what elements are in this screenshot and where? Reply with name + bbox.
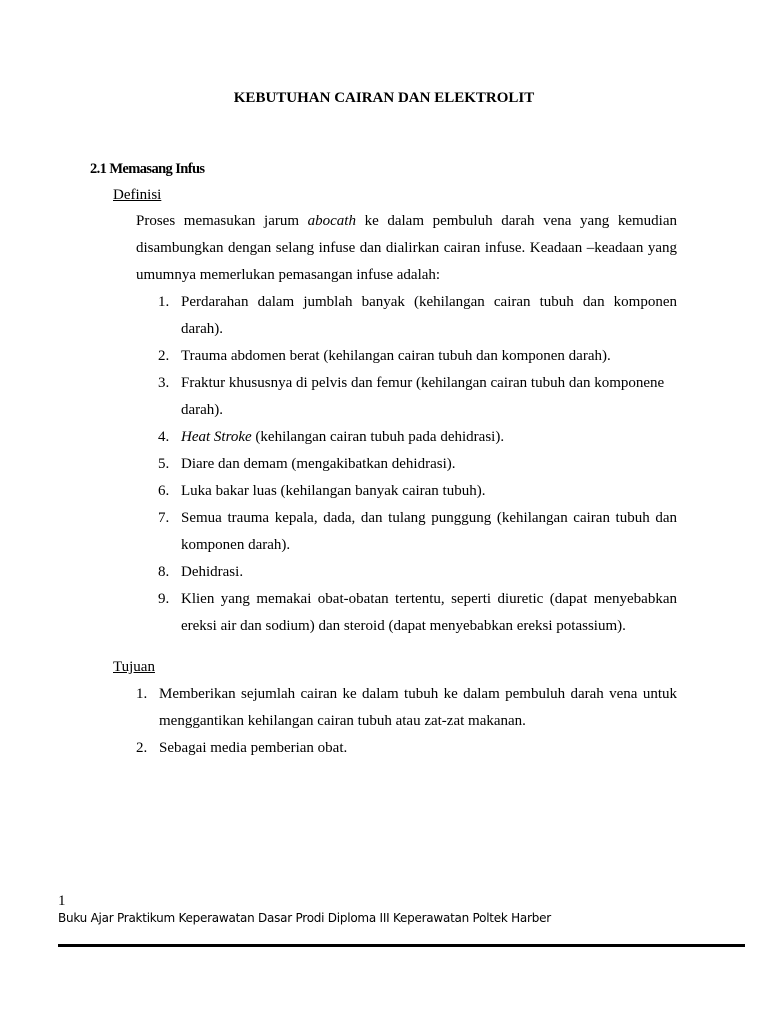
paragraph-line: Proses memasukan jarum abocath ke dalam pembuluh darah vena yang kemudian <box>136 213 677 229</box>
list-item-text: Trauma abdomen berat (kehilangan cairan tubuh dan komponen darah). <box>181 348 611 364</box>
list-item-text: Sebagai media pemberian obat. <box>159 740 348 756</box>
list-item-text: darah). <box>181 321 224 337</box>
list-number: 1. <box>158 294 170 310</box>
definisi-paragraph <box>136 208 677 289</box>
list-item-text: ereksi air dan sodium) dan steroid (dapat menyebabkan ereksi potassium). <box>181 618 626 634</box>
list-item-text: Klien yang memakai obat-obatan tertentu, seperti diuretic (dapat menyebabkan <box>181 591 677 607</box>
list-item-text: Memberikan sejumlah cairan ke dalam tubuh ke dalam pembuluh darah vena untuk <box>159 686 677 702</box>
list-item-text: Fraktur khususnya di pelvis dan femur (kehilangan cairan tubuh dan komponene <box>181 375 665 391</box>
page-title: KEBUTUHAN CAIRAN DAN ELEKTROLIT <box>233 90 535 106</box>
tujuan-heading: Tujuan <box>113 659 155 675</box>
paragraph-line: disambungkan dengan selang infuse dan dialirkan cairan infuse. Keadaan –keadaan yang <box>136 240 677 256</box>
list-number: 5. <box>158 456 170 472</box>
list-number: 7. <box>158 510 170 526</box>
list-item <box>158 586 677 640</box>
list-number: 8. <box>158 564 170 580</box>
list-number: 1. <box>136 686 148 702</box>
list-item-text: Heat Stroke (kehilangan cairan tubuh pada dehidrasi). <box>181 429 505 445</box>
paragraph-line: umumnya memerlukan pemasangan infuse adalah: <box>136 267 441 283</box>
list-item-text: komponen darah). <box>181 537 291 553</box>
list-item <box>158 424 677 451</box>
list-item-text: Luka bakar luas (kehilangan banyak cairan tubuh). <box>181 483 486 499</box>
list-item-text: Semua trauma kepala, dada, dan tulang punggung (kehilangan cairan tubuh dan <box>181 510 677 526</box>
list-item-text: Diare dan demam (mengakibatkan dehidrasi). <box>181 456 456 472</box>
list-item-text: Dehidrasi. <box>181 564 244 580</box>
list-number: 4. <box>158 429 170 445</box>
list-item-text: Perdarahan dalam jumblah banyak (kehilangan cairan tubuh dan komponen <box>181 294 677 310</box>
list-number: 6. <box>158 483 170 499</box>
footer-text: Buku Ajar Praktikum Keperawatan Dasar Prodi Diploma III Keperawatan Poltek Harber <box>58 911 551 925</box>
list-item <box>136 681 677 735</box>
conditions-list <box>158 289 677 640</box>
list-item <box>136 735 677 762</box>
list-item-text: menggantikan kehilangan cairan tubuh atau zat-zat makanan. <box>159 713 526 729</box>
list-item <box>158 478 677 505</box>
italic-term: Heat Stroke <box>181 429 252 445</box>
list-item <box>158 559 677 586</box>
section-heading: 2.1 Memasang Infus <box>90 161 205 177</box>
list-item <box>158 370 677 424</box>
list-number: 2. <box>136 740 148 756</box>
purpose-list <box>136 681 677 762</box>
list-number: 9. <box>158 591 170 607</box>
list-item <box>158 289 677 343</box>
list-item <box>158 343 677 370</box>
definisi-heading: Definisi <box>113 187 162 203</box>
list-item <box>158 451 677 478</box>
italic-term: abocath <box>307 213 356 229</box>
list-number: 2. <box>158 348 170 364</box>
list-item <box>158 505 677 559</box>
list-item-text: darah). <box>181 402 224 418</box>
page-number: 1 <box>58 893 66 909</box>
list-number: 3. <box>158 375 170 391</box>
footer-divider <box>58 944 745 947</box>
